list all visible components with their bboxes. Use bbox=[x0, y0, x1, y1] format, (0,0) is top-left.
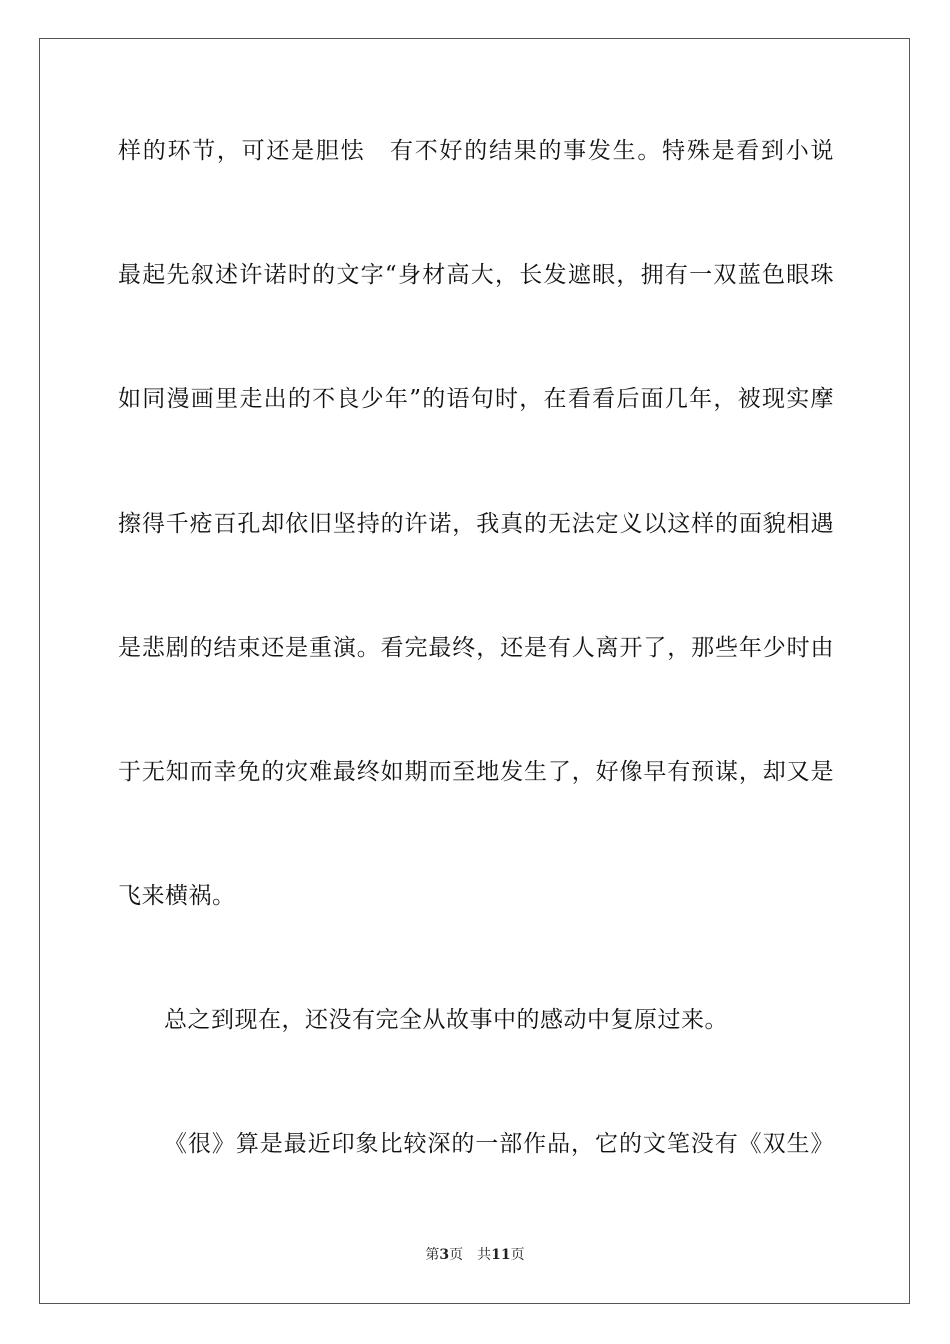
text-line: 最起先叙述许诺时的文字“身材高大，长发遮眼，拥有一双蓝色眼珠 bbox=[118, 262, 834, 288]
page-prefix: 第 bbox=[425, 1247, 440, 1263]
text-line: 于无知而幸免的灾难最终如期而至地发生了，好像早有预谋，却又是 bbox=[118, 759, 834, 785]
total-suffix: 页 bbox=[510, 1247, 525, 1263]
total-prefix: 共 bbox=[477, 1247, 492, 1263]
text-line: 擦得千疮百孔却依旧坚持的许诺，我真的无法定义以这样的面貌相遇 bbox=[118, 511, 834, 537]
text-line: 飞来横祸。 bbox=[118, 883, 236, 909]
text-line: 样的环节，可还是胆怯 有不好的结果的事发生。特殊是看到小说 bbox=[118, 138, 834, 164]
text-line: 如同漫画里走出的不良少年”的语句时，在看看后面几年，被现实摩 bbox=[118, 386, 834, 412]
text-line: 是悲剧的结束还是重演。看完最终，还是有人离开了，那些年少时由 bbox=[118, 635, 834, 661]
total-pages: 11 bbox=[491, 1247, 511, 1263]
page-suffix: 页 bbox=[449, 1247, 464, 1263]
paragraph-first-line: 总之到现在，还没有完全从故事中的感动中复原过来。 bbox=[164, 1007, 728, 1033]
page-footer bbox=[0, 1246, 950, 1264]
page-border bbox=[39, 38, 910, 1304]
current-page-number: 3 bbox=[439, 1247, 450, 1263]
paragraph-first-line: 《很》算是最近印象比较深的一部作品，它的文笔没有《双生》 bbox=[164, 1131, 834, 1157]
